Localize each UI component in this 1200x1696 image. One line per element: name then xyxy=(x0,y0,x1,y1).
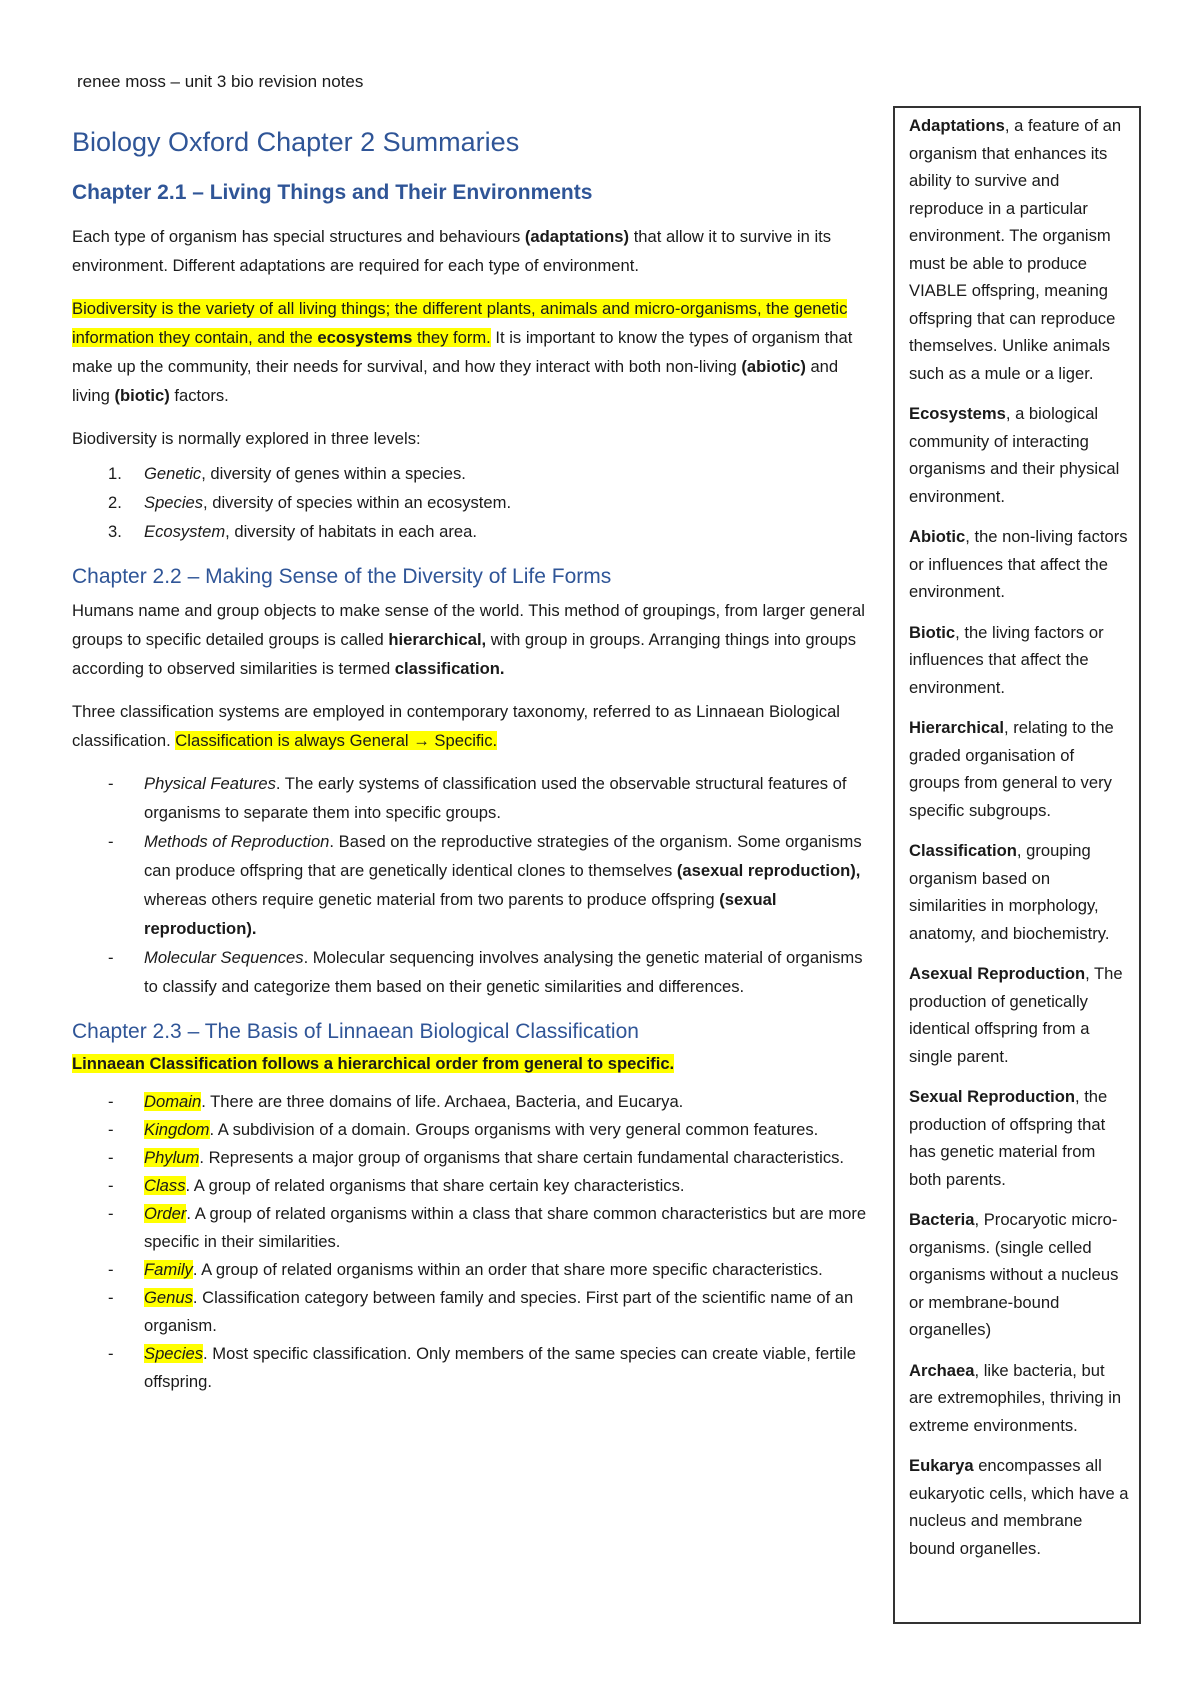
bold-term: (sexual reproduction). xyxy=(144,890,777,938)
text-run: they form. xyxy=(412,328,491,347)
list-item xyxy=(72,1144,880,1172)
levels-list xyxy=(72,459,880,546)
section-heading-2-1: Chapter 2.1 – Living Things and Their Environments xyxy=(72,181,593,204)
text-run: with group in groups. Arranging things into groups according to observed similarities is termed xyxy=(72,630,857,678)
dash-bullet: - xyxy=(108,1120,114,1139)
text-run: . Molecular sequencing involves analysing the genetic material of organisms to classify and categorize them based on their genetic similarities and differences. xyxy=(144,948,863,996)
rank-term: Order xyxy=(144,1204,187,1223)
text-run: . A group of related organisms within a class that share common characteristics but are more specific in their similarities. xyxy=(144,1204,867,1251)
glossary-definition: , the non-living factors or influences that affect the environment. xyxy=(909,527,1128,601)
paragraph-biodiversity xyxy=(72,294,880,410)
list-item xyxy=(72,1340,880,1396)
bold-term: (abiotic) xyxy=(741,357,806,376)
paragraph-adaptations xyxy=(72,222,880,280)
list-item xyxy=(72,1172,880,1200)
text-run: . Most specific classification. Only members of the same species can create viable, fertile offspring. xyxy=(144,1344,856,1391)
list-item xyxy=(72,517,880,546)
glossary-entry xyxy=(909,1083,1129,1193)
italic-term: Molecular Sequences xyxy=(144,948,304,967)
bold-term: hierarchical, xyxy=(388,630,487,649)
paragraph-linnaean-intro xyxy=(72,1049,880,1078)
text-run: . A group of related organisms within an order that share more specific characteristics. xyxy=(192,1260,823,1279)
glossary-term: Biotic xyxy=(909,622,956,642)
rank-term: Genus xyxy=(144,1288,193,1307)
glossary-term: Classification xyxy=(909,841,1017,860)
glossary-term: Archaea xyxy=(909,1360,975,1380)
dash-bullet: - xyxy=(108,948,114,967)
paragraph-hierarchical xyxy=(72,596,880,683)
dash-bullet: - xyxy=(108,1148,114,1167)
italic-term: Ecosystem xyxy=(144,522,226,541)
glossary-entry xyxy=(909,1206,1129,1344)
list-item xyxy=(72,1116,880,1144)
text-run: . Classification category between family and species. First part of the scientific name of an organism. xyxy=(144,1288,854,1335)
glossary-definition: , like bacteria, but are extremophiles, thriving in extreme environments. xyxy=(909,1360,1122,1435)
glossary-definition: , grouping organism based on similarities in morphology, anatomy, and biochemistry. xyxy=(909,841,1110,943)
main-content xyxy=(72,122,880,1410)
list-number: 3. xyxy=(108,522,122,541)
ranks-list xyxy=(72,1088,880,1396)
list-item xyxy=(72,1284,880,1340)
text-run: Each type of organism has special structures and behaviours xyxy=(72,227,525,246)
list-item xyxy=(72,827,880,943)
dash-bullet: - xyxy=(108,1344,114,1363)
glossary-definition: , a biological community of interacting organisms and their physical environment. xyxy=(909,404,1120,506)
glossary-term: Bacteria xyxy=(909,1210,975,1229)
glossary-entry xyxy=(909,960,1129,1070)
highlight-run: Linnaean Classification follows a hierarchical order from general to specific. xyxy=(72,1054,675,1073)
dash-bullet: - xyxy=(108,1260,114,1279)
text-run: . A group of related organisms that share certain key characteristics. xyxy=(185,1176,685,1195)
text-run: factors. xyxy=(169,386,229,405)
glossary-definition: , the production of offspring that has genetic material from both parents. xyxy=(909,1087,1108,1189)
glossary-entry xyxy=(909,1452,1129,1562)
list-number: 2. xyxy=(108,493,122,512)
glossary-term: Adaptations xyxy=(909,116,1005,135)
text-run: , diversity of species within an ecosystem. xyxy=(203,493,512,512)
text-run: . Based on the reproductive strategies of the organism. Some organisms can produce offspring that are genetically identical clones to themselves xyxy=(144,832,862,880)
paragraph-levels-intro: Biodiversity is normally explored in three levels: xyxy=(72,429,421,448)
glossary-definition: , a feature of an organism that enhances its ability to survive and reproduce in a particular environment. The organism must be able to produce VIABLE offspring, meaning offspring that can reproduce themselves. Unlike animals such as a mule or a liger. xyxy=(909,116,1122,383)
text-run: . A subdivision of a domain. Groups organisms with very general common features. xyxy=(209,1120,819,1139)
glossary-entry xyxy=(909,400,1129,510)
section-heading-2-2: Chapter 2.2 – Making Sense of the Diversity of Life Forms xyxy=(72,565,612,588)
glossary-definition: encompasses all eukaryotic cells, which have a nucleus and membrane bound organelles. xyxy=(909,1456,1129,1558)
dash-bullet: - xyxy=(108,1092,114,1111)
glossary-definition: , Procaryotic micro-organisms. (single celled organisms without a nucleus or membrane-bound organelles) xyxy=(909,1210,1119,1339)
list-item xyxy=(72,459,880,488)
list-item xyxy=(72,1088,880,1116)
rank-term: Phylum xyxy=(144,1148,200,1167)
glossary-box xyxy=(893,106,1141,1624)
glossary-entry xyxy=(909,523,1129,606)
header-note: renee moss – unit 3 bio revision notes xyxy=(77,72,364,91)
dash-bullet: - xyxy=(108,1288,114,1307)
text-run: It is important to know the types of organism that make up the community, their needs for survival, and how they interact with both non-living xyxy=(72,328,853,376)
glossary-definition: , relating to the graded organisation of groups from general to very specific subgroups. xyxy=(909,718,1114,820)
bold-term: (asexual reproduction), xyxy=(676,861,861,880)
text-run: , diversity of habitats in each area. xyxy=(225,522,477,541)
section-heading-2-3: Chapter 2.3 – The Basis of Linnaean Biological Classification xyxy=(72,1020,639,1043)
glossary-term: Hierarchical xyxy=(909,718,1005,737)
glossary-term: Ecosystems xyxy=(909,404,1006,423)
italic-term: Physical Features xyxy=(144,774,276,793)
list-number: 1. xyxy=(108,464,122,483)
bold-term: ecosystems xyxy=(317,328,413,347)
text-run: , diversity of genes within a species. xyxy=(201,464,466,483)
bold-term: (adaptations) xyxy=(524,227,630,246)
highlight-run: Classification is always General → Specific. xyxy=(175,731,498,750)
text-run: Three classification systems are employed in contemporary taxonomy, referred to as Linnaean Biological classification. xyxy=(72,702,840,750)
list-item xyxy=(72,943,880,1001)
glossary-entry xyxy=(909,112,1129,387)
rank-term: Kingdom xyxy=(144,1120,210,1139)
glossary-entry xyxy=(909,837,1129,947)
italic-term: Species xyxy=(144,493,204,512)
glossary-entry xyxy=(909,619,1129,702)
glossary-term: Eukarya xyxy=(909,1456,974,1475)
glossary-definition: , The production of genetically identical offspring from a single parent. xyxy=(909,964,1123,1066)
glossary-entry xyxy=(909,714,1129,824)
document-title: Biology Oxford Chapter 2 Summaries xyxy=(72,127,520,157)
dash-bullet: - xyxy=(108,774,114,793)
systems-list xyxy=(72,769,880,1001)
dash-bullet: - xyxy=(108,1176,114,1195)
glossary-definition: , the living factors or influences that affect the environment. xyxy=(909,622,1104,697)
text-run: . There are three domains of life. Archaea, Bacteria, and Eucarya. xyxy=(201,1092,684,1111)
text-run: . Represents a major group of organisms that share certain fundamental characteristics. xyxy=(199,1148,845,1167)
text-run: Biodiversity is the variety of all living things; the different plants, animals and micro-organisms, the genetic information they contain, and the xyxy=(72,299,848,347)
text-run: whereas others require genetic material from two parents to produce offspring xyxy=(144,890,720,909)
paragraph-classification-systems xyxy=(72,697,880,755)
text-run: . The early systems of classification used the observable structural features of organisms to separate them into specific groups. xyxy=(144,774,847,822)
glossary-term: Asexual Reproduction xyxy=(909,964,1086,983)
text-run: that allow it to survive in its environment. Different adaptations are required for each type of environment. xyxy=(72,227,832,275)
text-run: and living xyxy=(72,357,839,405)
glossary-term: Sexual Reproduction xyxy=(909,1087,1075,1106)
italic-term: Methods of Reproduction xyxy=(144,832,330,851)
bold-term: (biotic) xyxy=(114,386,170,405)
rank-term: Species xyxy=(144,1344,204,1363)
dash-bullet: - xyxy=(108,832,114,851)
rank-term: Class xyxy=(144,1176,186,1195)
list-item xyxy=(72,1200,880,1256)
italic-term: Genetic xyxy=(144,464,202,483)
dash-bullet: - xyxy=(108,1204,114,1223)
text-run: Humans name and group objects to make sense of the world. This method of groupings, from larger general groups to specific detailed groups is called xyxy=(72,601,865,649)
rank-term: Domain xyxy=(144,1092,202,1111)
bold-term: classification. xyxy=(394,659,505,678)
list-item xyxy=(72,1256,880,1284)
glossary-term: Abiotic xyxy=(909,527,966,546)
rank-term: Family xyxy=(144,1260,193,1279)
glossary-entry xyxy=(909,1357,1129,1440)
list-item xyxy=(72,488,880,517)
list-item xyxy=(72,769,880,827)
